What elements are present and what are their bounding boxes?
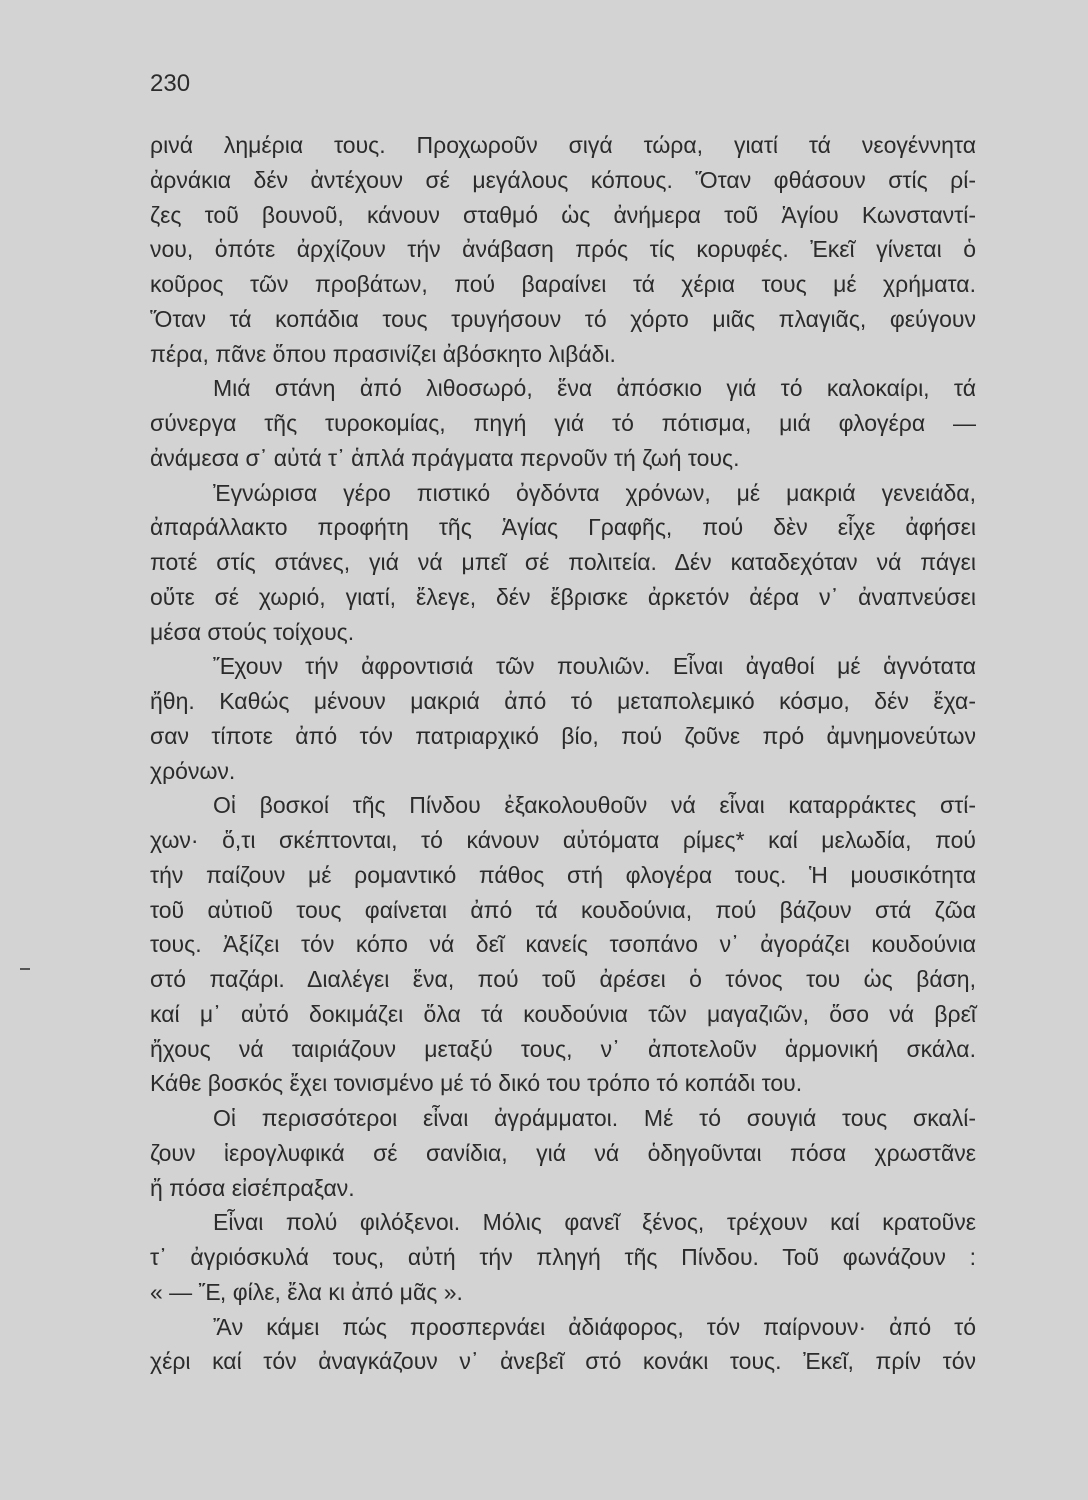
text-line: σύνεργα τῆς τυροκομίας, πηγή γιά τό πότισμα, μιά φλογέρα — (150, 410, 976, 436)
text-line: μέσα στούς τοίχους. (150, 618, 355, 645)
text-line: τοῦ αὐτιοῦ τους φαίνεται ἀπό τά κουδούνια, πού βάζουν στά ζῶα (150, 896, 976, 923)
text-line: σαν τίποτε ἀπό τόν πατριαρχικό βίο, πού ζοῦνε πρό ἀμνημονεύτων (150, 722, 976, 749)
text-line: Ὅταν τά κοπάδια τους τρυγήσουν τό χόρτο μιᾶς πλαγιᾶς, φεύγουν (150, 305, 976, 332)
text-line: οὔτε σέ χωριό, γιατί, ἔλεγε, δέν ἔβρισκε ἀρκετόν ἀέρα ν᾿ ἀναπνεύσει (150, 583, 976, 610)
text-line: Ἐγνώρισα γέρο πιστικό ὀγδόντα χρόνων, μέ μακριά γενειάδα, (213, 479, 976, 506)
text-line: χων· ὅ,τι σκέπτονται, τό κάνουν αὐτόματα ρίμες* καί μελωδία, πού (150, 827, 976, 853)
text-line: « — Ἔ, φίλε, ἔλα κι ἀπό μᾶς ». (150, 1278, 463, 1305)
text-line: Οἱ περισσότεροι εἶναι ἀγράμματοι. Μέ τό σουγιά τους σκαλί- (213, 1105, 976, 1131)
text-line: στό παζάρι. Διαλέγει ἕνα, πού τοῦ ἀρέσει ὁ τόνος του ὡς βάση, (150, 966, 976, 992)
text-line: ἤχους νά ταιριάζουν μεταξύ τους, ν᾿ ἀποτελοῦν ἁρμονική σκάλα. (150, 1035, 976, 1062)
text-line: χέρι καί τόν ἀναγκάζουν ν᾿ ἀνεβεῖ στό κονάκι τους. Ἐκεῖ, πρίν τόν (150, 1348, 976, 1375)
text-line: ποτέ στίς στάνες, γιά νά μπεῖ σέ πολιτεία. Δέν καταδεχόταν νά πάγει (150, 549, 976, 575)
text-line: Ἄν κάμει πώς προσπερνάει ἀδιάφορος, τόν παίρνουν· ἀπό τό (213, 1313, 976, 1340)
text-line: καί μ᾿ αὐτό δοκιμάζει ὅλα τά κουδούνια τῶν μαγαζιῶν, ὅσο νά βρεῖ (150, 1000, 976, 1027)
text-line: ἀπαράλλακτο προφήτη τῆς Ἁγίας Γραφῆς, πού δὲν εἶχε ἀφήσει (150, 514, 976, 541)
text-line: Εἶναι πολύ φιλόξενοι. Μόλις φανεῖ ξένος, τρέχουν καί κρατοῦνε (213, 1209, 976, 1236)
text-line: κοῦρος τῶν προβάτων, πού βαραίνει τά χέρια τους μέ χρήματα. (150, 271, 976, 297)
text-line: τήν παίζουν μέ ρομαντικό πάθος στή φλογέρα τους. Ἡ μουσικότητα (150, 861, 976, 888)
page-number: 230 (150, 70, 191, 97)
text-line: Κάθε βοσκός ἔχει τονισμένο μέ τό δικό του τρόπο τό κοπάδι του. (150, 1070, 803, 1097)
text-line: ρινά λημέρια τους. Προχωροῦν σιγά τώρα, γιατί τά νεογέννητα (150, 132, 976, 158)
text-line: πέρα, πᾶνε ὅπου πρασινίζει ἀβόσκητο λιβάδι. (150, 340, 616, 367)
text-line: Μιά στάνη ἀπό λιθοσωρό, ἕνα ἀπόσκιο γιά τό καλοκαίρι, τά (213, 375, 976, 402)
text-line: ἤ πόσα εἰσέπραξαν. (150, 1174, 355, 1201)
text-line: ἀρνάκια δέν ἀντέχουν σέ μεγάλους κόπους. Ὅταν φθάσουν στίς ρί- (150, 166, 976, 193)
text-line: χρόνων. (150, 757, 236, 784)
scan-margin-mark (20, 968, 30, 970)
text-line: ἀνάμεσα σ᾿ αὐτά τ᾿ ἁπλά πράγματα περνοῦν τή ζωή τους. (150, 444, 740, 471)
text-line: τ᾿ ἀγριόσκυλά τους, αὐτή τήν πληγή τῆς Πίνδου. Τοῦ φωνάζουν : (150, 1244, 976, 1270)
text-line: ζες τοῦ βουνοῦ, κάνουν σταθμό ὡς ἀνήμερα τοῦ Ἁγίου Κωνσταντί- (150, 201, 976, 228)
text-line: νου, ὁπότε ἀρχίζουν τήν ἀνάβαση πρός τίς κορυφές. Ἐκεῖ γίνεται ὁ (150, 236, 976, 263)
text-line: Ἔχουν τήν ἀφροντισιά τῶν πουλιῶν. Εἶναι ἀγαθοί μέ ἁγνότατα (213, 653, 976, 680)
text-line: ζουν ἱερογλυφικά σέ σανίδια, γιά νά ὁδηγοῦνται πόσα χρωστᾶνε (150, 1139, 976, 1166)
text-line: τους. Ἀξίζει τόν κόπο νά δεῖ κανείς τσοπάνο ν᾿ ἀγοράζει κουδούνια (150, 931, 976, 958)
text-line: Οἱ βοσκοί τῆς Πίνδου ἐξακολουθοῦν νά εἶναι καταρράκτες στί- (213, 792, 976, 819)
text-line: ἤθη. Καθώς μένουν μακριά ἀπό τό μεταπολεμικό κόσμο, δέν ἔχα- (150, 688, 976, 714)
